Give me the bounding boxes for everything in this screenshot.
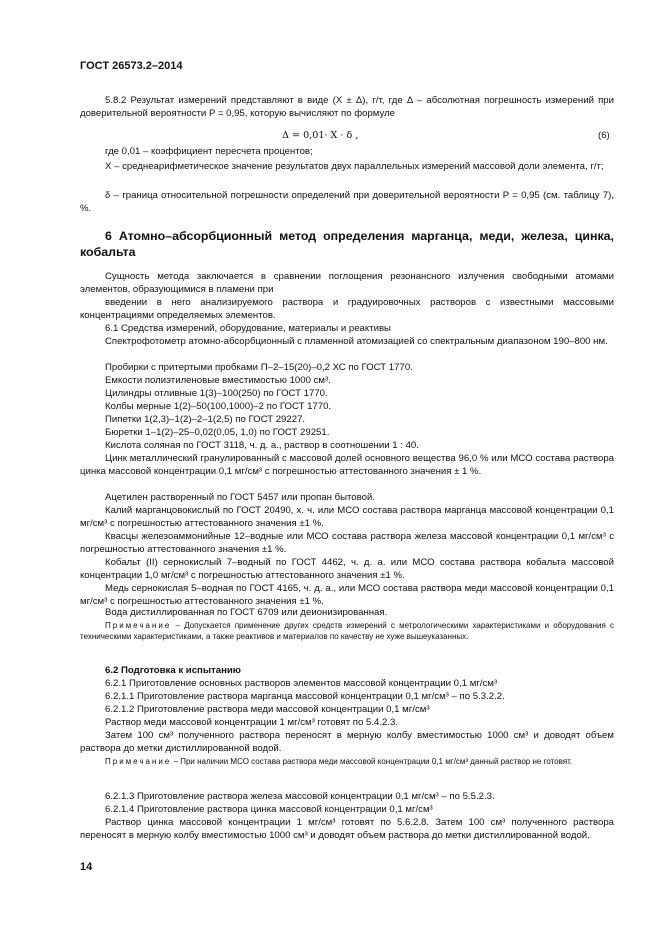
- list-item: Бюретки 1–1(2)–25–0,02(0,05, 1,0) по ГОСТ 29251.: [105, 427, 330, 438]
- page-number: 14: [80, 861, 93, 873]
- prep-item: 6.2.1.4 Приготовление раствора цинка массовой концентрации 0,1 мг/см³: [105, 804, 433, 815]
- where-mean: X – среднеарифметическое значение результатов двух параллельных измерений массовой доли элемента, г/т;: [105, 161, 604, 172]
- subsection-6-1: 6.1 Средства измерений, оборудование, материалы и реактивы: [105, 323, 391, 334]
- list-item: Пипетки 1(2,3)–1(2)–2–1(2,5) по ГОСТ 29227.: [105, 414, 306, 425]
- list-item: Цилиндры отливные 1(3)–100(250) по ГОСТ 1770.: [105, 388, 328, 399]
- prep-item: 6.2.1.1 Приготовление раствора марганца массовой концентрации 0,1 мг/см³ – по 5.3.2.2.: [105, 691, 505, 702]
- list-item: Калий марганцовокислый по ГОСТ 20490, х. ч. или МСО состава раствора марганца массовой концентрации 0,1 мг/см³ с погрешностью аттестованного значения ±1 %.: [80, 505, 614, 529]
- paragraph-5-8-2: 5.8.2 Результат измерений представляют в виде (X ± Δ), г/т, где Δ – абсолютная погрешность измерений при доверительной вероятности P = 0,95, которую вычисляют по формуле: [80, 95, 614, 119]
- list-item: Спектрофотометр атомно-абсорбционный с пламенной атомизацией со спектральным диапазоном 190–800 нм.: [105, 336, 608, 347]
- note-label: Примечание: [105, 757, 172, 766]
- list-item: Кислота соляная по ГОСТ 3118, ч. д. а., раствор в соотношении 1 : 40.: [105, 440, 419, 451]
- where-delta: δ – граница относительной погрешности определений при доверительной вероятности P = 0,95 (см. таблицу 7), %.: [80, 190, 614, 214]
- note-2: [80, 756, 614, 767]
- list-item: Медь сернокислая 5–водная по ГОСТ 4165, ч. д. а., или МСО состава раствора меди массовой концентрации 0,1 мг/см³ с погрешностью аттестованного значения ±1 %.: [80, 583, 614, 607]
- running-header: ГОСТ 26573.2–2014: [80, 60, 183, 72]
- list-item: Колбы мерные 1(2)–50(100,1000)–2 по ГОСТ 1770.: [105, 401, 332, 412]
- prep-item: Затем 100 см³ полученного раствора переносят в мерную колбу вместимостью 1000 см³ и доводят объем раствора до метки дистиллированной водой.: [80, 730, 614, 754]
- prep-item: 6.2.1.3 Приготовление раствора железа массовой концентрации 0,1 мг/см³ – по 5.5.2.3.: [105, 791, 495, 802]
- section-6-title: 6 Атомно–абсорбционный метод определения марганца, меди, железа, цинка, кобальта: [80, 229, 614, 259]
- list-item: Пробирки с притертыми пробками П–2–15(20)–0,2 ХС по ГОСТ 1770.: [105, 362, 413, 373]
- where-coefficient: где 0,01 – коэффициент пересчета процентов;: [105, 146, 313, 157]
- list-item: Квасцы железоаммонийные 12–водные или МСО состава раствора железа массовой концентрации 0,1 мг/см³ с погрешностью аттестованного значения ±1 %.: [80, 531, 614, 555]
- list-item: Ацетилен растворенный по ГОСТ 5457 или пропан бытовой.: [105, 492, 375, 503]
- prep-item: Раствор цинка массовой концентрации 1 мг/см³ готовят по 5.6.2.8. Затем 100 см³ полученного раствора переносят в мерную колбу вместимостью 1000 см³ и доводят объем раствора до метки дистиллированной водой.: [80, 817, 614, 841]
- prep-item: 6.2.1 Приготовление основных растворов элементов массовой концентрации 0,1 мг/см³: [105, 678, 498, 689]
- list-item: Емкости полиэтиленовые вместимостью 1000 см³.: [105, 375, 331, 386]
- method-essence-1: Сущность метода заключается в сравнении поглощения резонансного излучения свободными атомами элементов, образующимися в пламени при: [80, 271, 614, 295]
- prep-item: Раствор меди массовой концентрации 1 мг/см³ готовят по 5.4.2.3.: [105, 717, 398, 728]
- note-1: [80, 620, 614, 642]
- formula-number: (6): [598, 130, 610, 141]
- method-essence-2: введении в него анализируемого раствора и градуировочных растворов с известными массовыми концентрациями определяемых элементов.: [80, 297, 614, 321]
- list-item: Кобальт (II) сернокислый 7–водный по ГОСТ 4462, ч. д. а. или МСО состава раствора кобальта массовой концентрации 1,0 мг/см³ с погрешностью аттестованного значения ±1 %.: [80, 557, 614, 581]
- list-item: Цинк металлический гранулированный с массовой долей основного вещества 96,0 % или МСО состава раствора цинка массовой концентрации 0,1 мг/см³ с погрешностью аттестованного значения ± 1 %.: [80, 453, 614, 477]
- prep-item: 6.2.1.2 Приготовление раствора меди массовой концентрации 0,1 мг/см³: [105, 704, 430, 715]
- note-text: – Допускается применение других средств измерений с метрологическими характеристиками и оборудования с техническими характеристиками, а также реактивов и материалов по качеству не хуже вышеуказанных.: [80, 621, 614, 641]
- formula-6: Δ = 0,01· X · δ ,: [282, 130, 359, 141]
- subsection-6-2: 6.2 Подготовка к испытанию: [105, 665, 241, 676]
- note-text: – При наличии МСО состава раствора меди массовой концентрации 0,1 мг/см³ данный раствор не готовят.: [171, 757, 573, 766]
- note-label: Примечание: [105, 621, 172, 630]
- list-item: Вода дистиллированная по ГОСТ 6709 или деионизированная.: [105, 607, 388, 618]
